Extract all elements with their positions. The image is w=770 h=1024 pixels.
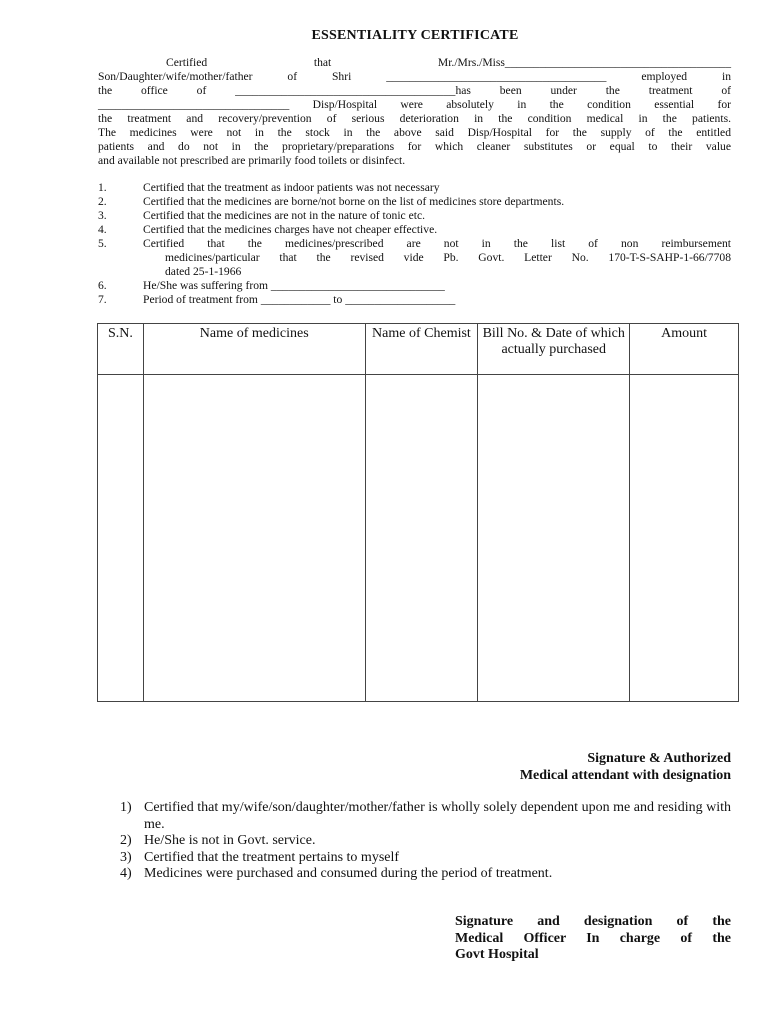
item-line: medicines/particular that the revised vide Pb. Govt. Letter No. 170-T-S-SAHP-1-66/7708 (165, 251, 731, 264)
item-text: Certified that the medicines are not in the nature of tonic etc. (143, 209, 426, 222)
list-item (98, 223, 731, 237)
item-number: 3. (98, 209, 107, 222)
column-header-bill: Bill No. & Date of which actually purchased (478, 324, 630, 375)
intro-line: the office of ______________________________________has been under the treatment of (98, 84, 731, 97)
list-item (120, 833, 731, 850)
item-text: He/She is not in Govt. service. (144, 833, 316, 848)
sn-cell[interactable] (98, 375, 144, 702)
intro-line: The medicines were not in the stock in the above said Disp/Hospital for the supply of the entitled (98, 126, 731, 139)
list-item (98, 195, 731, 209)
signature-line: Signature and designation of the (455, 914, 731, 929)
list-item (120, 800, 731, 833)
intro-paragraph (98, 56, 731, 168)
intro-line: Certified that Mr./Mrs./Miss_______________________________________ (166, 56, 731, 69)
item-text: He/She was suffering from ______________________________ (143, 279, 445, 292)
item-number: 1) (120, 800, 132, 815)
table-row (98, 375, 739, 702)
item-text: Certified that the treatment as indoor patients was not necessary (143, 181, 440, 194)
item-line: Certified that the medicines/prescribed are not in the list of non reimbursement (143, 237, 731, 250)
intro-line: Son/Daughter/wife/mother/father of Shri ______________________________________ employed in (98, 70, 731, 83)
column-header-medicine-name: Name of medicines (143, 324, 365, 375)
list-item (98, 293, 731, 307)
column-header-amount: Amount (630, 324, 739, 375)
item-text: Period of treatment from ____________ to ___________________ (143, 293, 456, 306)
intro-line: _________________________________ Disp/Hospital were absolutely in the condition essential for (98, 98, 731, 111)
chemist-cell[interactable] (365, 375, 478, 702)
item-text: Certified that my/wife/son/daughter/mother/father is wholly solely dependent upon me and residing with me. (144, 800, 731, 832)
item-number: 5. (98, 237, 107, 250)
column-header-sn: S.N. (98, 324, 144, 375)
medical-officer-signature-block (455, 914, 731, 964)
list-item (98, 209, 731, 223)
item-text (143, 237, 731, 279)
item-text: Certified that the medicines are borne/not borne on the list of medicines store departments. (143, 195, 565, 208)
bill-cell[interactable] (478, 375, 630, 702)
list-item (98, 279, 731, 293)
item-line: dated 25-1-1966 (165, 265, 242, 278)
list-item (98, 181, 731, 195)
intro-line: the treatment and recovery/prevention of serious deterioration in the condition medical in the patients. (98, 112, 731, 125)
item-number: 3) (120, 849, 132, 865)
intro-line: patients and do not in the proprietary/preparations for which cleaner substitutes or equal to their value (98, 140, 731, 153)
list-item (98, 237, 731, 279)
item-number: 4) (120, 866, 132, 881)
signature-line: Govt Hospital (455, 947, 539, 962)
list-item (120, 850, 731, 867)
item-number: 2. (98, 195, 107, 208)
medicines-table (97, 323, 739, 702)
intro-line: and available not prescribed are primarily food toilets or disinfect. (98, 154, 406, 167)
item-number: 6. (98, 279, 107, 292)
column-header-chemist: Name of Chemist (365, 324, 478, 375)
declaration-list (120, 800, 731, 883)
designation-line: Medical attendant with designation (519, 768, 731, 783)
signature-line: Signature & Authorized (587, 751, 731, 766)
item-text: Certified that the treatment pertains to myself (144, 849, 400, 865)
item-text: Medicines were purchased and consumed during the period of treatment. (144, 866, 553, 881)
item-number: 7. (98, 293, 107, 306)
item-text: Certified that the medicines charges have not cheaper effective. (143, 223, 438, 236)
certificate-title: ESSENTIALITY CERTIFICATE (311, 28, 519, 43)
list-item (120, 866, 731, 883)
signature-line: Medical Officer In charge of the (455, 930, 731, 946)
table-header-row (98, 324, 739, 375)
certification-points (98, 181, 731, 307)
item-number: 1. (98, 181, 107, 194)
medicine-name-cell[interactable] (143, 375, 365, 702)
item-number: 2) (120, 833, 132, 848)
amount-cell[interactable] (630, 375, 739, 702)
attendant-signature-block (520, 750, 731, 784)
item-number: 4. (98, 223, 107, 236)
